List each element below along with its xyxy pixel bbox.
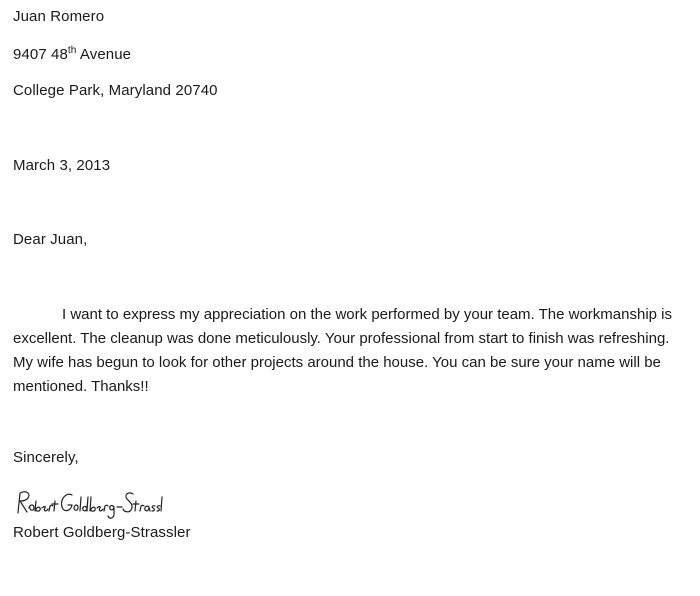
closing: Sincerely, (13, 449, 79, 466)
sender-city-state-zip: College Park, Maryland 20740 (13, 82, 218, 99)
street-name: Avenue (79, 46, 132, 63)
letter-body: I want to express my appreciation on the work performed by your team. The workmanship is excellent. The cleanup was done meticulously. Your professional from start to finish was refreshing. My wife has begun to look for other projects around the house. You can be sure your name will be mentioned. Thanks!! (13, 306, 672, 395)
sender-name: Juan Romero (13, 8, 105, 25)
letter-date: March 3, 2013 (13, 157, 111, 174)
street-number: 9407 48 (13, 46, 68, 63)
salutation: Dear Juan, (13, 231, 88, 248)
street-suffix: th (67, 45, 77, 56)
signer-name: Robert Goldberg-Strassler (13, 524, 191, 541)
handwritten-signature (14, 487, 164, 521)
sender-street (13, 46, 131, 63)
